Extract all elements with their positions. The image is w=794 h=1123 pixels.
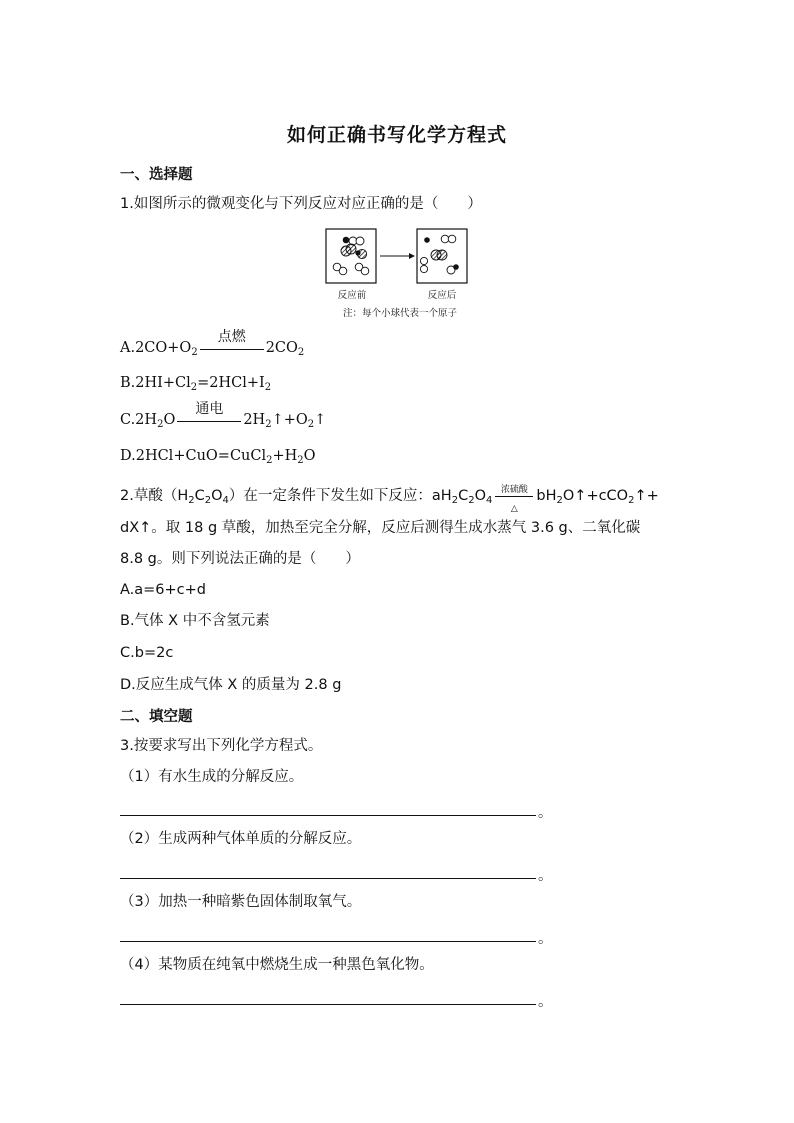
question-1-stem: 1.如图所示的微观变化与下列反应对应正确的是（ ） — [120, 196, 482, 212]
particle-diagram — [325, 227, 475, 287]
q3-item-1: （1）有水生成的分解反应。 — [120, 769, 304, 785]
answer-period-2: 。 — [538, 868, 553, 884]
answer-period-3: 。 — [538, 931, 553, 947]
q1-option-c[interactable]: $C.2H_2O$ 通电 $2H_2↑+O_2↑$ — [120, 400, 327, 430]
q2-option-b[interactable]: B.气体 X 中不含氢元素 — [120, 613, 270, 629]
q2-option-a[interactable]: A.a=6+c+d — [120, 582, 207, 598]
question-2-line-1: 2.草酸$(H_2C_2O_4)$在一定条件下发生如下反应：$aH_2C_2O_4$ 浓硫酸 △ $bH_2O↑+cCO_2↑+$ — [120, 484, 659, 514]
q3-item-2: （2）生成两种气体单质的分解反应。 — [120, 831, 362, 847]
answer-period-1: 。 — [538, 805, 553, 821]
section-heading-choice: 一、选择题 — [120, 167, 193, 183]
q1-option-d[interactable]: $D.2HCl+CuO=CuCl_2+H_2O$ — [120, 448, 316, 466]
figure-note: 注：每个小球代表一个原子 — [342, 308, 457, 319]
after-label: 反应后 — [427, 290, 457, 301]
q3-item-3: （3）加热一种暗紫色固体制取氧气。 — [120, 894, 362, 910]
condition-arrow: 点燃 — [200, 347, 264, 350]
q2-option-d[interactable]: D.反应生成气体 X 的质量为 2.8 g — [120, 677, 342, 693]
q1-option-b[interactable]: $B.2HI+Cl_2=2HCl+I_2$ — [120, 375, 272, 393]
reaction-figure — [325, 227, 475, 322]
question-3-stem: 3.按要求写出下列化学方程式。 — [120, 738, 323, 754]
answer-blank-4[interactable] — [120, 1004, 536, 1005]
reaction-arrow-icon — [409, 253, 415, 259]
page-title: 如何正确书写化学方程式 — [286, 124, 507, 146]
answer-period-4: 。 — [538, 994, 553, 1010]
answer-blank-3[interactable] — [120, 941, 536, 942]
condition-arrow: 浓硫酸 △ — [495, 496, 533, 497]
answer-blank-1[interactable] — [120, 815, 536, 816]
condition-arrow: 通电 — [177, 419, 241, 422]
q2-option-c[interactable]: C.b=2c — [120, 645, 174, 661]
section-heading-fill: 二、填空题 — [120, 709, 193, 725]
question-2-line-3: 8.8 g。则下列说法正确的是（ ） — [120, 551, 360, 567]
before-label: 反应前 — [337, 290, 367, 301]
question-2-line-2: dX↑。取 18 g 草酸，加热至完全分解，反应后测得生成水蒸气 3.6 g、二氧化碳 — [120, 520, 641, 536]
q3-item-4: （4）某物质在纯氧中燃烧生成一种黑色氧化物。 — [120, 957, 434, 973]
q1-option-a[interactable]: $A.2CO+O_2$ 点燃 $2CO_2$ — [120, 328, 305, 358]
answer-blank-2[interactable] — [120, 878, 536, 879]
